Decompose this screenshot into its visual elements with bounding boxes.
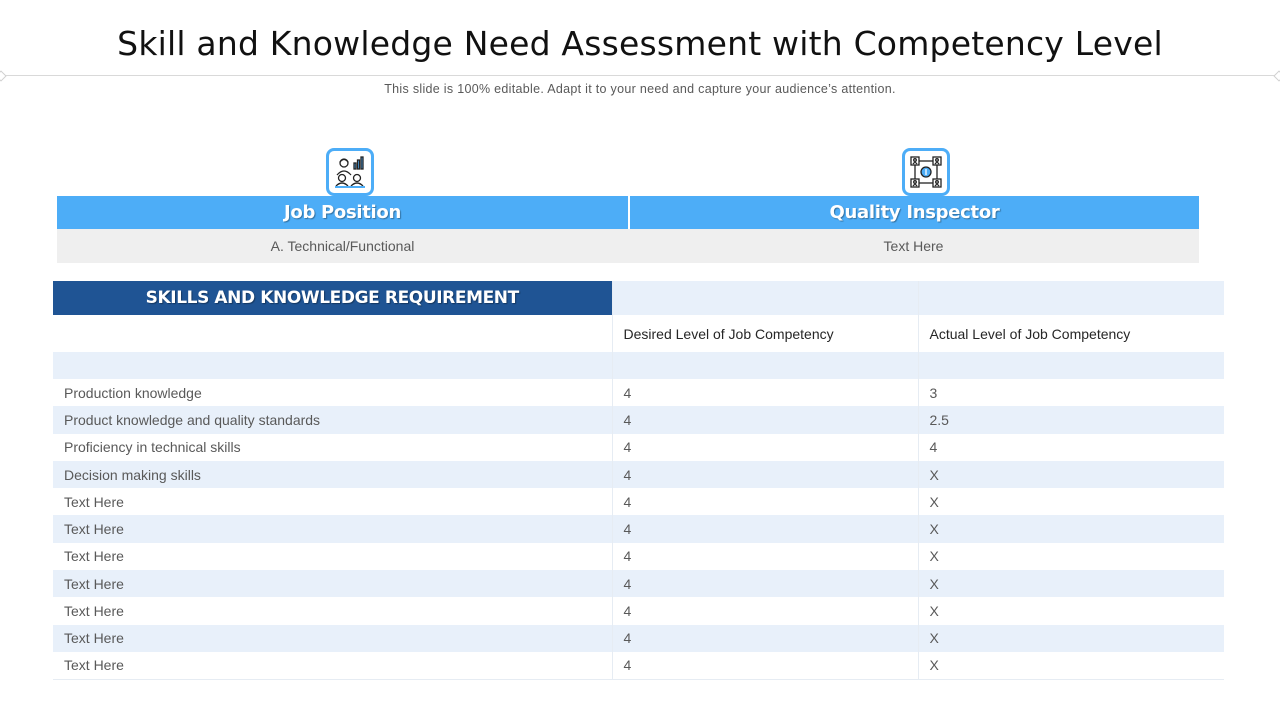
column-header-desired: Desired Level of Job Competency [612,315,918,352]
table-row [53,625,1224,652]
desired-cell: 4 [612,488,918,515]
skill-cell: Text Here [53,597,612,624]
skills-requirement-header: SKILLS AND KNOWLEDGE REQUIREMENT [53,281,612,315]
job-position-value: A. Technical/Functional [270,238,415,254]
desired-cell: 4 [612,543,918,570]
table-row [53,570,1224,597]
skill-cell: Text Here [53,515,612,542]
table-row [53,379,1224,406]
desired-cell: 4 [612,434,918,461]
table-row [53,597,1224,624]
desired-cell: 4 [612,625,918,652]
skill-cell: Text Here [53,570,612,597]
table-row [53,434,1224,461]
desired-cell: 4 [612,570,918,597]
skill-cell: Text Here [53,488,612,515]
skill-cell: Decision making skills [53,461,612,488]
desired-cell: 4 [612,652,918,679]
spacer-row [53,352,1224,379]
actual-cell: X [918,543,1224,570]
skill-cell: Text Here [53,652,612,679]
slide-subtitle: This slide is 100% editable. Adapt it to your need and capture your audience’s attention. [384,82,896,96]
column-header-row [53,315,1224,352]
table-row [53,461,1224,488]
desired-cell: 4 [612,461,918,488]
desired-cell: 4 [612,379,918,406]
actual-cell: X [918,461,1224,488]
spacer-cell [918,352,1224,379]
actual-cell: 4 [918,434,1224,461]
table-row [53,543,1224,570]
quality-inspector-header: Quality Inspector [628,196,1199,229]
skills-table [53,281,1224,680]
network-quality-icon [902,148,950,196]
table-row [53,515,1224,542]
desired-cell: 4 [612,515,918,542]
skill-cell: Production knowledge [53,379,612,406]
actual-cell: X [918,515,1224,542]
slide-title: Skill and Knowledge Need Assessment with Competency Level [117,24,1163,63]
skill-cell: Proficiency in technical skills [53,434,612,461]
skill-cell: Text Here [53,625,612,652]
actual-cell: 2.5 [918,406,1224,433]
job-position-header: Job Position [283,202,401,223]
table-header-row [53,281,1224,315]
actual-cell: X [918,570,1224,597]
job-value-row [57,229,1199,263]
header-blank-cell [918,281,1224,315]
skill-cell: Text Here [53,543,612,570]
spacer-cell [53,352,612,379]
employee-analytics-icon [326,148,374,196]
actual-cell: X [918,625,1224,652]
actual-cell: X [918,597,1224,624]
actual-cell: X [918,488,1224,515]
column-header-skill [53,315,612,352]
skill-cell: Product knowledge and quality standards [53,406,612,433]
table-row [53,488,1224,515]
desired-cell: 4 [612,597,918,624]
column-header-actual: Actual Level of Job Competency [918,315,1224,352]
table-row [53,406,1224,433]
title-divider [0,75,1280,76]
table-row [53,652,1224,679]
job-header-row [57,196,1199,229]
actual-cell: X [918,652,1224,679]
quality-inspector-value: Text Here [883,238,944,254]
spacer-cell [612,352,918,379]
desired-cell: 4 [612,406,918,433]
header-blank-cell [612,281,918,315]
actual-cell: 3 [918,379,1224,406]
